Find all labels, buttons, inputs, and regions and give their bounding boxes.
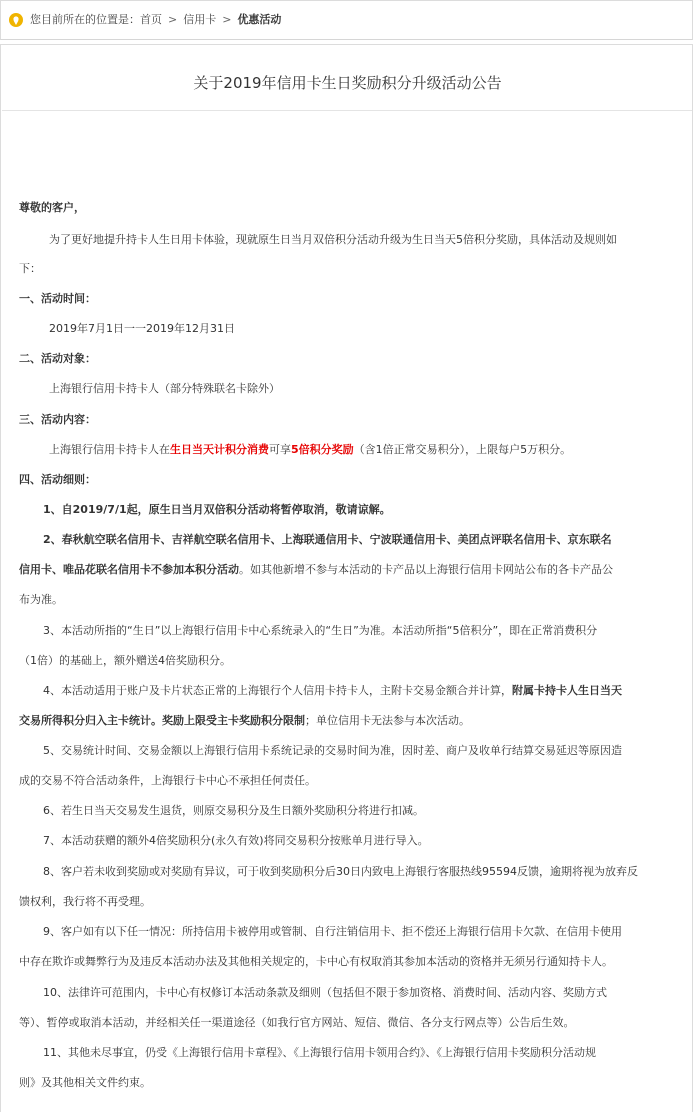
rule-line: [19, 562, 613, 578]
bold-text: 信用卡、唯品花联名信用卡不参加本积分活动: [19, 563, 239, 576]
section-heading: 三、活动内容：: [19, 413, 96, 426]
rule-line: 6、若生日当天交易发生退货，则原交易积分及生日额外奖励积分将进行扣减。: [43, 804, 424, 817]
rule-line: 布为准。: [19, 593, 63, 606]
rule-line: 中存在欺诈或舞弊行为及违反本活动办法及其他相关规定的，卡中心有权取消其参加本活动的资格并无须另行通知持卡人。: [19, 955, 613, 968]
rule-line: 11、其他未尽事宜，仍受《上海银行信用卡章程》、《上海银行信用卡领用合约》、《上海银行信用卡奖励积分活动规: [43, 1046, 596, 1059]
intro-line: 下：: [19, 262, 41, 275]
page-title: 关于2019年信用卡生日奖励积分升级活动公告: [193, 74, 502, 92]
bold-text: 交易所得积分归入主卡统计。奖励上限受主卡奖励积分限制: [19, 714, 305, 727]
text-run: 。如其他新增不参与本活动的卡产品以上海银行信用卡网站公布的各卡产品公: [239, 563, 613, 576]
rule-line: 2、春秋航空联名信用卡、吉祥航空联名信用卡、上海联通信用卡、宁波联通信用卡、美团点评联名信用卡、京东联名: [43, 533, 612, 546]
section-heading: 四、活动细则：: [19, 473, 96, 486]
rule-line: 5、交易统计时间、交易金额以上海银行信用卡系统记录的交易时间为准，因时差、商户及收单行结算交易延迟等原因造: [43, 744, 622, 757]
text-run: （含1倍正常交易积分），上限每户5万积分。: [353, 443, 572, 456]
chevron-right-icon: >: [168, 13, 178, 26]
rule-line: 成的交易不符合活动条件，上海银行卡中心不承担任何责任。: [19, 774, 316, 787]
section-heading: 一、活动时间：: [19, 292, 96, 305]
highlight-text: 生日当天计积分消费: [170, 443, 269, 456]
text-run: 可享: [269, 443, 291, 456]
highlight-text: 5倍积分奖励: [291, 443, 354, 456]
text-run: 4、本活动适用于账户及卡片状态正常的上海银行个人信用卡持卡人，主附卡交易金额合并计算，: [43, 684, 512, 697]
rule-line: 7、本活动获赠的额外4倍奖励积分(永久有效)将同交易积分按账单月进行导入。: [43, 834, 429, 847]
article-container: [0, 44, 693, 1112]
text-run: ；单位信用卡无法参与本次活动。: [305, 714, 470, 727]
rule-line: 8、客户若未收到奖励或对奖励有异议，可于收到奖励积分后30日内致电上海银行客服热线95594反馈，逾期将视为放弃反: [43, 865, 638, 878]
location-pin-icon: [8, 12, 24, 28]
rule-line: [19, 713, 470, 729]
intro-line: 为了更好地提升持卡人生日用卡体验，现就原生日当月双倍积分活动升级为生日当天5倍积分奖励，具体活动及规则如: [49, 233, 617, 246]
rule-line: 等）、暂停或取消本活动，并经相关任一渠道途径（如我行官方网站、短信、微信、各分支行网点等）公告后生效。: [19, 1016, 575, 1029]
section-text: 上海银行信用卡持卡人（部分特殊联名卡除外）: [49, 382, 280, 395]
section-heading: 二、活动对象：: [19, 352, 96, 365]
breadcrumb-credit-card-link[interactable]: 信用卡: [183, 13, 217, 26]
rule-line: [43, 683, 622, 699]
text-run: 上海银行信用卡持卡人在: [49, 443, 170, 456]
rule-line: 馈权利，我行将不再受理。: [19, 895, 151, 908]
bold-text: 附属卡持卡人生日当天: [512, 684, 622, 697]
rule-line: 3、本活动所指的“生日”以上海银行信用卡中心系统录入的“生日”为准。本活动所指“5倍积分”，即在正常消费积分: [43, 624, 598, 637]
rule-line: 则》及其他相关文件约束。: [19, 1076, 151, 1089]
greeting: 尊敬的客户，: [19, 201, 85, 214]
rule-line: 1、自2019/7/1起，原生日当月双倍积分活动将暂停取消，敬请谅解。: [43, 503, 391, 516]
rule-line: （1倍）的基础上，额外赠送4倍奖励积分。: [19, 654, 231, 667]
breadcrumb: [8, 12, 281, 28]
rule-line: 10、法律许可范围内，卡中心有权修订本活动条款及细则（包括但不限于参加资格、消费时间、活动内容、奖励方式: [43, 986, 607, 999]
section-text: 2019年7月1日一一2019年12月31日: [49, 322, 235, 335]
breadcrumb-home-link[interactable]: 首页: [140, 13, 162, 26]
section-text: [49, 442, 571, 458]
rule-line: 9、客户如有以下任一情况：所持信用卡被停用或管制、自行注销信用卡、拒不偿还上海银行信用卡欠款、在信用卡使用: [43, 925, 622, 938]
breadcrumb-current: 优惠活动: [237, 13, 282, 26]
breadcrumb-prefix: 您目前所在的位置是：: [30, 13, 140, 26]
divider: [2, 110, 692, 111]
chevron-right-icon: >: [222, 13, 232, 26]
